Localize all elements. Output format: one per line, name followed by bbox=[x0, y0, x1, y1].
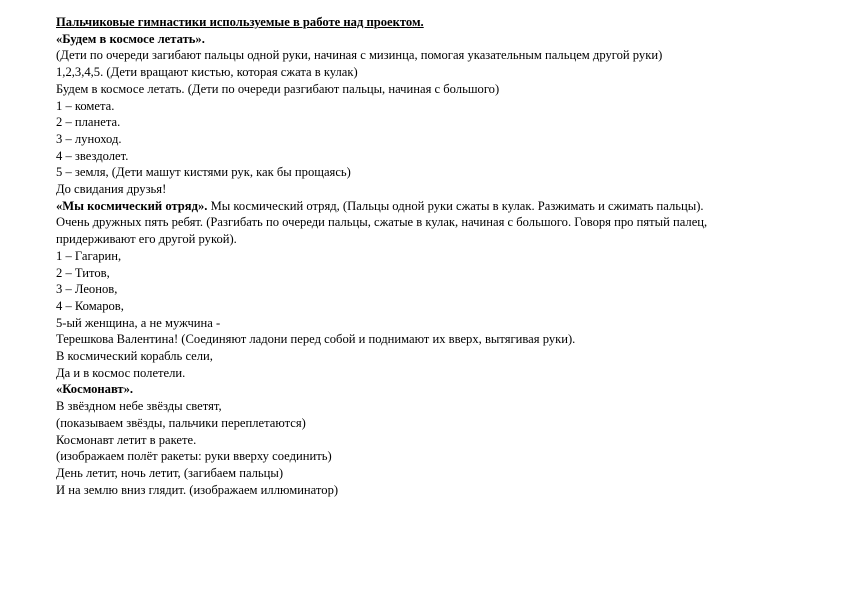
text-line: 4 – звездолет. bbox=[56, 148, 129, 163]
text-line: 4 – Комаров, bbox=[56, 298, 124, 313]
text-line: Очень дружных пять ребят. (Разгибать по очереди пальцы, сжатые в кулак, начиная с большого. Говоря про пятый палец, bbox=[56, 215, 708, 230]
text-line: 2 – Титов, bbox=[56, 265, 110, 280]
text-line: 3 – луноход. bbox=[56, 131, 122, 146]
text-line: День летит, ночь летит, (загибаем пальцы) bbox=[56, 465, 284, 480]
text-line: 5-ый женщина, а не мужчина - bbox=[56, 315, 221, 330]
text-line: 5 – земля, (Дети машут кистями рук, как бы прощаясь) bbox=[56, 165, 351, 180]
text-line: (изображаем полёт ракеты: руки вверху соединить) bbox=[56, 449, 332, 464]
text-line: В космический корабль сели, bbox=[56, 349, 213, 364]
text-line: 1 – Гагарин, bbox=[56, 248, 122, 263]
text-line: Да и в космос полетели. bbox=[56, 365, 186, 380]
section-title-line-kosmicheskiy-otryad bbox=[56, 198, 826, 215]
text-line: В звёздном небе звёзды светят, bbox=[56, 399, 222, 414]
text-line: 3 – Леонов, bbox=[56, 282, 118, 297]
text-line: (показываем звёзды, пальчики переплетаются) bbox=[56, 415, 306, 430]
text-line: До свидания друзья! bbox=[56, 182, 167, 197]
text-line: 1,2,3,4,5. (Дети вращают кистью, которая сжата в кулак) bbox=[56, 65, 358, 80]
section-title-kosmonavt: «Космонавт». bbox=[56, 382, 134, 397]
text-line: Космонавт летит в ракете. bbox=[56, 432, 197, 447]
text-line: 1 – комета. bbox=[56, 98, 115, 113]
text-fragment: Мы космический отряд, (Пальцы одной руки сжаты в кулак. Разжимать и сжимать пальцы). bbox=[207, 198, 704, 213]
text-line: 2 – планета. bbox=[56, 115, 121, 130]
document-heading: Пальчиковые гимнастики используемые в работе над проектом. bbox=[56, 15, 424, 29]
text-line: И на землю вниз глядит. (изображаем иллюминатор) bbox=[56, 482, 339, 497]
section-title-kosmicheskiy-otryad: «Мы космический отряд». bbox=[56, 198, 208, 213]
section-title-budem-v-kosmose: «Будем в космосе летать». bbox=[56, 31, 205, 46]
document-page bbox=[56, 14, 826, 498]
text-line: Будем в космосе летать. (Дети по очереди разгибают пальцы, начиная с большого) bbox=[56, 81, 500, 96]
text-line: Терешкова Валентина! (Соединяют ладони перед собой и поднимают их вверх, вытягивая руки). bbox=[56, 332, 576, 347]
text-line: придерживают его другой рукой). bbox=[56, 232, 237, 247]
text-line: (Дети по очереди загибают пальцы одной руки, начиная с мизинца, помогая указательным пальцем другой руки) bbox=[56, 48, 663, 63]
